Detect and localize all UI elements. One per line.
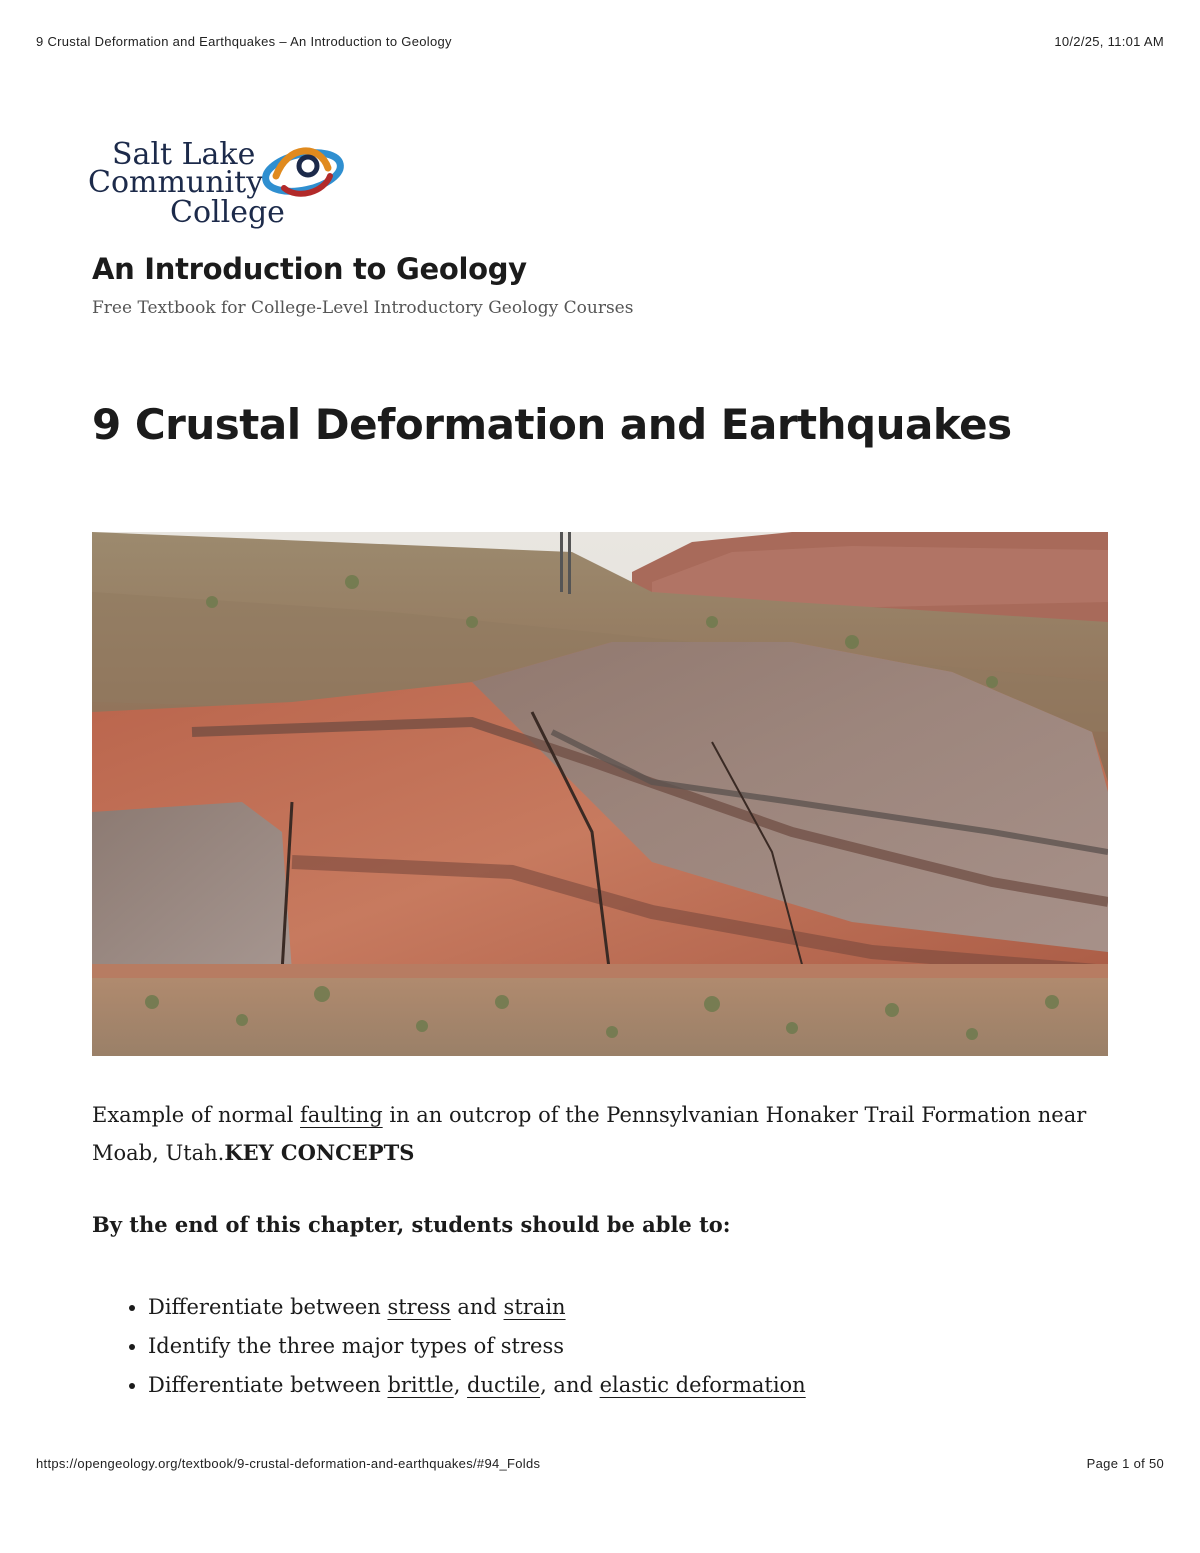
list-item-text: Identify the three major types of stress: [148, 1334, 565, 1358]
glossary-link-brittle[interactable]: brittle: [387, 1373, 454, 1397]
key-concepts-heading: KEY CONCEPTS: [224, 1140, 415, 1165]
objectives-lead: By the end of this chapter, students should be able to:: [92, 1212, 731, 1237]
caption-suffix: in an outcrop of the Pennsylvanian Honaker Trail Formation near Moab, Utah.: [92, 1103, 1087, 1165]
figure-caption: [92, 1096, 1122, 1172]
glossary-link-faulting[interactable]: faulting: [300, 1103, 383, 1127]
print-header-datetime: 10/2/25, 11:01 AM: [1054, 34, 1164, 49]
logo-swirl-icon: [258, 136, 348, 206]
site-subtitle: Free Textbook for College-Level Introductory Geology Courses: [92, 298, 634, 318]
list-item: [148, 1366, 806, 1405]
logo-line-2: Community: [88, 165, 264, 200]
print-header-title: 9 Crustal Deformation and Earthquakes – An Introduction to Geology: [36, 34, 452, 49]
list-item-text: Differentiate between: [148, 1373, 388, 1397]
list-item: [148, 1327, 806, 1366]
site-title[interactable]: An Introduction to Geology: [92, 252, 527, 286]
logo-line-3: College: [170, 195, 285, 230]
chapter-title: 9 Crustal Deformation and Earthquakes: [92, 400, 1012, 449]
list-item-text: Differentiate between: [148, 1295, 388, 1319]
print-footer-url: https://opengeology.org/textbook/9-crustal-deformation-and-earthquakes/#94_Folds: [36, 1456, 541, 1471]
objectives-list: [92, 1288, 806, 1405]
glossary-link-ductile[interactable]: ductile: [467, 1373, 541, 1397]
slcc-logo[interactable]: [88, 136, 348, 236]
glossary-link-strain[interactable]: strain: [503, 1295, 566, 1319]
caption-prefix: Example of normal: [92, 1103, 300, 1127]
glossary-link-elastic-deformation[interactable]: elastic deformation: [599, 1373, 806, 1397]
list-item-text: , and: [540, 1373, 600, 1397]
print-header: [36, 34, 1164, 49]
print-footer-page: Page 1 of 50: [1086, 1456, 1164, 1471]
list-item-text: ,: [453, 1373, 468, 1397]
faulting-outcrop-photo: [92, 532, 1108, 1056]
list-item-text: and: [450, 1295, 504, 1319]
print-footer: [36, 1456, 1164, 1471]
glossary-link-stress[interactable]: stress: [387, 1295, 451, 1319]
list-item: [148, 1288, 806, 1327]
logo-line-1: Salt Lake: [112, 137, 256, 172]
